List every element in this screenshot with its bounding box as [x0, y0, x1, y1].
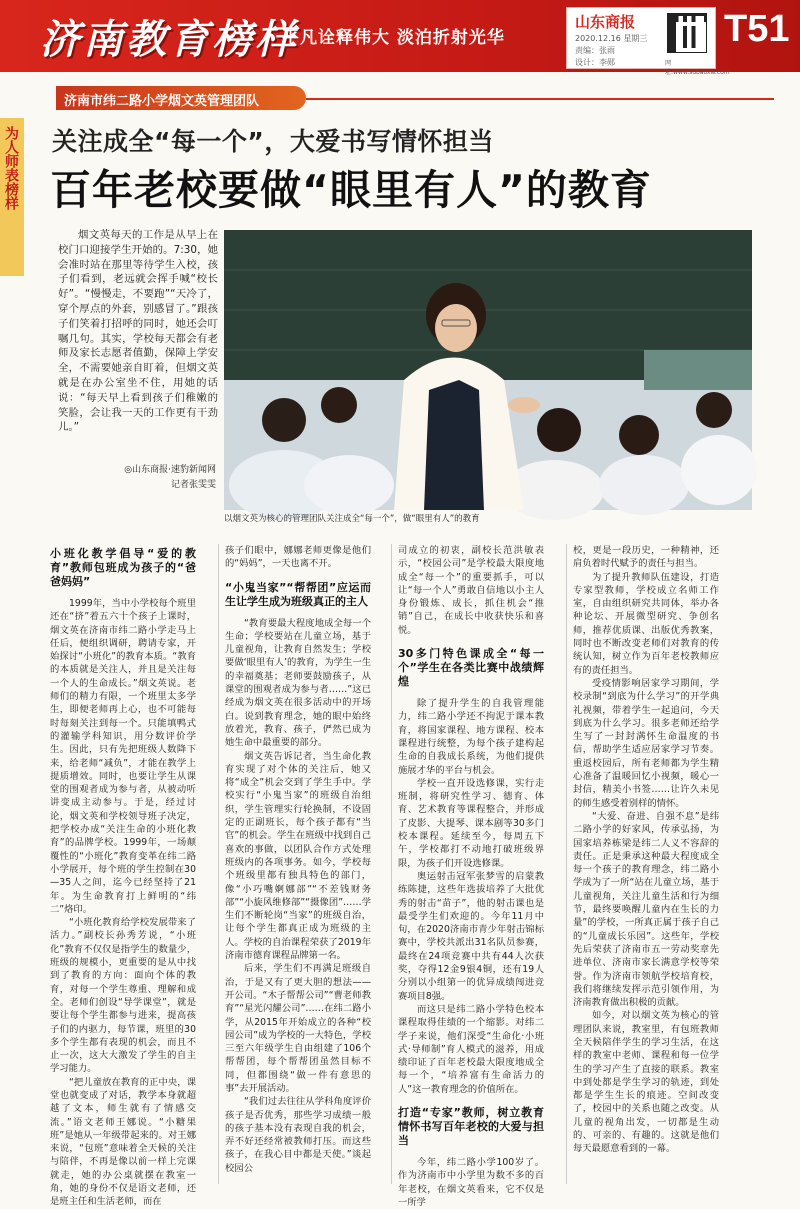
- article-lead: 烟文英每天的工作是从早上在校门口迎接学生开始的。7:30，她会准时站在那里等待学生入校，孩子们看到，老远就会挥手喊“校长好”。“慢慢走，不要跑”“天冷了，穿个厚点的外套，别感冒了。”跟孩子们笑着打招呼的同时，她还会叮嘱几句。其实，学校每天都会有老师及家长志愿者值勤，保障上学安全，不需要她亲自盯着，但烟文英就是在办公室坐不住，用她的话说：“每天早上看到孩子们稚嫩的笑脸，会让我一天的工作更有干劲儿。”: [58, 229, 218, 434]
- paragraph: 校，更是一段历史，一种精神，还肩负着时代赋予的责任与担当。: [573, 545, 719, 570]
- paper-designer: 设计：李郧: [575, 58, 615, 67]
- qr-code-icon: [667, 13, 707, 53]
- paragraph: “教育要最大程度地成全每一个生命；学校要站在儿童立场，基于儿童视角，让教育自然发生；学校要做‘眼里有人’的教育，为学生一生的幸福奠基；老师要鼓励孩子，从课堂的围观者成为参与者……”这已经成为烟文英在很多活动中的开场白。说到教育理念，她的眼中始终放着光，教育、孩子，俨然已成为她生命中最重要的部分。: [225, 617, 371, 749]
- article-column-1: [50, 544, 196, 1208]
- column-divider: [391, 544, 392, 1184]
- photo-caption: 以烟文英为核心的管理团队关注成全“每一个”，做“眼里有人”的教育: [224, 514, 480, 524]
- paragraph: 受疫情影响居家学习期间，学校录制“到底为什么学习”的开学典礼视频，带着学生一起追问，今天到底为什么学习。很多老师还给学生写了一封封满怀生命温度的书信，帮助学生适应居家学习节奏。重返校园后，所有老师都为学生精心准备了温暖回忆小视频，暖心一封信，精美小书签……让许久未见的师生感受着别样的情怀。: [573, 677, 719, 809]
- paper-info-box: [566, 7, 730, 76]
- paragraph: “把儿童放在教育的正中央，课堂也就变成了对话，教学本身就超越了文本，师生就有了情感交流。”语文老师王娜说。“小糖果班”是她从一年级带起来的。对王娜来说，“包班”意味着全天候的关注与陪伴，不再是像以前一样上完课就走，她的办公桌就摆在教室一角，她的身份不仅是语文老师，还是班主任和生活老师，而在: [50, 1076, 196, 1208]
- page-number: T51: [724, 8, 790, 50]
- paragraph: 为了提升教师队伍建设，打造专家型教师，学校成立名师工作室，自由组织研究共同体，举办各种论坛、开展微型研究、争创名师，推荐优质课、出版优秀教案，同时也不断改变老师们对教育的传统认知，树立作为百年老校教师应有的责任担当。: [573, 571, 719, 676]
- paragraph: 今年，纬二路小学100岁了。作为济南市中小学里为数不多的百年老校，在烟文英看来，它不仅是一所学: [398, 1156, 544, 1208]
- paper-date: 2020.12.16 星期三: [575, 34, 648, 43]
- side-label: 为人师表榜样: [3, 126, 19, 210]
- paragraph: 如今，对以烟文英为核心的管理团队来说，教室里，有包班教师全天候陪伴学生的学习生活，在这样的教室中老师、课程和每一位学生的学习产生了直接的联系。教室中到处都是学生学习的轨迹，到处都是学生生长的痕迹。空间改变了，校园中的关系也随之改变。从儿童的视角出发，一切都是生动的、可亲的、有趣的。这就是他们每天最愿意看到的一幕。: [573, 1010, 719, 1155]
- classroom-photo: [224, 230, 752, 510]
- byline-reporter: 记者张雯雯: [170, 480, 216, 490]
- paragraph: 奥运射击冠军张梦雪的启蒙教练陈捷，这些年选拔培养了大批优秀的射击“苗子”，他的射击课也是最受学生们欢迎的。今年11月中旬，在2020济南市青少年射击锦标赛中，学校共派出31名队员参赛，最终在24项竞赛中共有44人次获奖，夺得12金9银4铜，还有19人分别以小组第一的优异成绩闯进竞赛项目8强。: [398, 870, 544, 1002]
- article-column-2: [225, 544, 371, 1189]
- masthead: [0, 0, 800, 76]
- paragraph: “小班化教育给学校发展带来了活力。”副校长孙秀芳说，“小班化”教育不仅仅是指学生的数量少，班级的规模小，更重要的是从中找到了教育的方向：面向个体的教育，对每一个学生尊重、理解和成全。老师们创设“导学课堂”，就是要让每个学生都参与进来，提高孩子们的内驱力，每节课，班里的30多个学生都有表现的机会，而且不止一次，这大大激发了学生的自主学习能力。: [50, 917, 196, 1075]
- side-tab: [0, 118, 24, 276]
- team-banner: [56, 86, 306, 110]
- section-heading: 打造“专家”教师，树立教育情怀书写百年老校的大爱与担当: [398, 1105, 544, 1147]
- photo-illustration: [224, 230, 752, 510]
- team-label: 济南市纬二路小学烟文英管理团队: [64, 94, 260, 109]
- divider: [306, 98, 774, 100]
- slogan: 平凡诠释伟大 淡泊折射光华: [282, 28, 505, 48]
- paragraph: 司成立的初衷，副校长范洪敏表示，“校园公司”是学校最大限度地成全“每一个”的重要抓手，可以让“每一个人”勇敢自信地以小主人身份锻炼、成长，抓住机会“推销”自己，在成长中收获快乐和喜悦。: [398, 545, 544, 636]
- paragraph: 孩子们眼中，娜娜老师更像是他们的“妈妈”，一天也离不开。: [225, 545, 371, 570]
- paragraph: “大爱、奋进、自强不息”是纬二路小学的好家风，传承弘扬，为国家培养栋梁是纬二人义不容辞的责任。正是秉承这种最大程度成全每一个孩子的教育理念，纬二路小学成为了一所“站在儿童立场，基于儿童视角，关注儿童生活和行为细节，最终要唤醒儿童内在生长的力量”的学校，一所真正属于孩子自己的“儿童成长乐园”。这些年，学校先后荣获了济南市五一劳动奖章先进单位、济南市家长满意学校等荣誉。作为济南市领航学校培育校，我们将继续发挥示范引领作用，为济南教育做出积极的贡献。: [573, 810, 719, 1009]
- article-subhead: 关注成全“每一个”，大爱书写情怀担当: [52, 127, 494, 156]
- byline-source: ◎山东商报·速豹新闻网: [124, 465, 216, 475]
- brand-title: 济南教育榜样: [40, 16, 298, 63]
- section-heading: 30多门特色课成全“每一个”学生在各类比赛中战绩辉煌: [398, 647, 544, 689]
- section-heading: 小班化教学倡导“爱的教育”教师包班成为孩子的“爸爸妈妈”: [50, 547, 196, 588]
- paragraph: 学校一直开设选修课，实行走班制，将研究性学习、德育、体育、艺术教育等课程整合，并形成了皮影、大提琴、课本剧等30多门校本课程。延续至今，每周五下午，学校都打不动地打破班级界限，为孩子们开设选修课。: [398, 777, 544, 869]
- byline: [60, 463, 216, 493]
- article-column-4: [573, 544, 719, 1184]
- section-heading: “小鬼当家”“帮帮团”应运而生让学生成为班级真正的主人: [225, 580, 371, 608]
- paragraph: 烟文英告诉记者，当生命化教育实现了对个体的关注后，她又将“成全”机会交到了学生手中。学校实行“小鬼当家”的班级自治组织，学生管理实行轮换制，不设固定的正副班长，每个孩子都有“当官”的机会。学生在班级中找到自己喜欢的事做，以团队合作方式处理班级内的各项事务。如今，学校每个班级里都有独具特色的部门，像“小巧嘴婀娜部”“不差钱财务部”“小旋风维修部”“摄像团”……学生们不断轮岗“当家”的班级自治，让每个学生都真正成为班级的主人。学校的自治课程荣获了2019年济南市德育课程品牌第一名。: [225, 750, 371, 962]
- paper-website: 网址:www.subaoxw.com: [665, 60, 730, 76]
- paper-editor: 责编：张雨: [575, 46, 615, 55]
- article-column-3: [398, 544, 544, 1208]
- paper-name: 山东商报: [575, 13, 636, 31]
- article-headline: 百年老校要做“眼里有人”的教育: [50, 166, 652, 214]
- paragraph: 而这只是纬二路小学特色校本课程取得佳绩的一个缩影。对纬二学子来说，他们深受“生命化·小班式·导师制”育人模式的滋养，用成绩印证了百年老校最大限度地成全每一个，“培养富有生命活力的人”这一教育理念的价值所在。: [398, 1003, 544, 1095]
- paragraph: 1999年，当中小学校每个班里还在“挤”着五六十个孩子上课时，烟文英在济南市纬二路小学走马上任后，便组织调研，聘请专家，开始探讨“小班化”的教育本质。“教育的本质就是关注人，并且是关注每一个人的生命成长。”烟文英说。老师们的精力有限，一个班里太多学生，即便老师再上心，也不可能每时每刻关注到每一个。只能填鸭式的灌输学科知识，用分数评价学生。因此，只有先把班级人数降下来，给老师“减负”，才能在教学上提质增效。同时，也要让学生从课堂的围观者成为参与者，从被动听讲变成主动参与。于是，经过讨论，烟文英和学校领导班子决定，把学校办成“关注生命的小班化教育”的品牌学校。1999年，一场颠覆性的“小班化”教育变革在纬二路小学展开，每个班的学生控制在30—35人之间，迄今已经坚持了21年。为生命教育打上鲜明的“纬二”烙印。: [50, 598, 196, 915]
- paragraph: “我们过去往往从学科角度评价孩子是否优秀，那些学习成绩一般的孩子基本没有表现自我的机会，弄不好还经常被教师打压。而这些孩子，在我心目中都是天使。”谈起校园公: [225, 1096, 371, 1174]
- paragraph: 后来，学生们不再满足班级自治，于是又有了更大胆的想法——开公司。“木子帮帮公司”“曹老师教育”“星光闪耀公司”……在纬二路小学，从2015年开始成立的各种“校园公司”成为学校的一大特色，学校三至六年级学生自由组建了106个帮帮团，每个帮帮团虽然目标不同，但都围绕“做一件有意思的事”去开展活动。: [225, 963, 371, 1094]
- column-divider: [218, 544, 219, 1184]
- column-divider: [566, 544, 567, 1184]
- paragraph: 除了提升学生的自我管理能力，纬二路小学还不拘泥于课本教育，将国家课程、地方课程、校本课程进行统整，为每个孩子建构起生命的自我成长系统，为他们提供施展才华的平台与机会。: [398, 698, 544, 776]
